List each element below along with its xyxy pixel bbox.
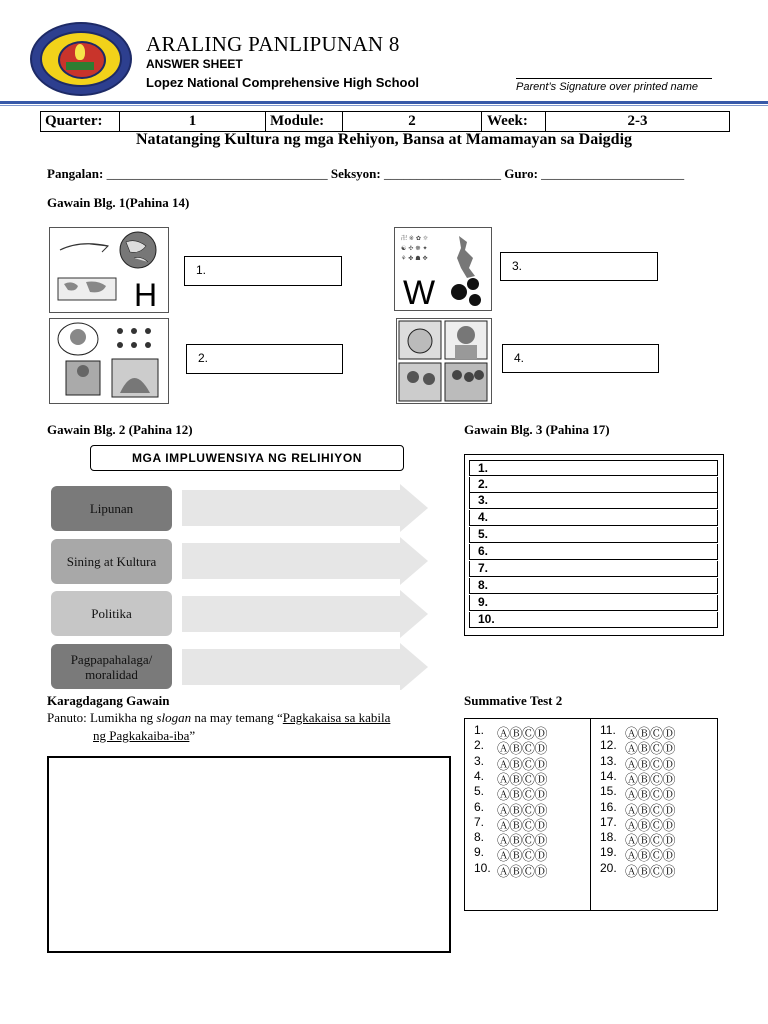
arrow-lipunan[interactable]	[182, 484, 428, 532]
summative-options[interactable]: ⒶⒷⒸⒹ	[625, 863, 676, 879]
summative-options[interactable]: ⒶⒷⒸⒹ	[625, 802, 676, 818]
lesson-topic: Natatanging Kultura ng mga Rehiyon, Bansa at Mamamayan sa Daigdig	[135, 131, 633, 148]
instruction-mid: na may temang “	[194, 710, 283, 725]
summative-number: 12.	[600, 738, 617, 753]
summative-number: 10.	[474, 860, 491, 875]
subject-title: ARALING PANLIPUNAN 8	[146, 32, 400, 56]
gawain3-row-1[interactable]: 1.	[469, 460, 718, 476]
week-value: 2-3	[627, 113, 648, 129]
influence-lipunan: Lipunan	[51, 486, 172, 531]
influence-pagpapahalaga: Pagpapahalaga/ moralidad	[51, 644, 172, 689]
slogan-box[interactable]	[47, 756, 451, 953]
gawain3-row-2[interactable]: 2.	[469, 477, 718, 493]
picture-h	[49, 227, 169, 313]
answer-sheet-label: ANSWER SHEET	[146, 57, 243, 71]
arrow-sining[interactable]	[182, 537, 428, 585]
gawain3-row-5[interactable]: 5.	[469, 527, 718, 543]
summative-options[interactable]: ⒶⒷⒸⒹ	[497, 741, 548, 757]
student-info-row	[47, 166, 684, 182]
school-seal	[30, 22, 132, 96]
summative-number: 4.	[474, 768, 485, 783]
theme-line1: Pagkakaisa sa kabila	[282, 710, 391, 725]
summative-number: 13.	[600, 753, 617, 768]
summative-number: 8.	[474, 830, 485, 845]
summative-number: 19.	[600, 845, 617, 860]
summative-number: 14.	[600, 768, 617, 783]
letter-w: W	[403, 274, 436, 310]
svg-text:☯ ✣ ☸ ✦: ☯ ✣ ☸ ✦	[401, 245, 428, 252]
summative-number: 18.	[600, 830, 617, 845]
summative-options[interactable]: ⒶⒷⒸⒹ	[625, 833, 676, 849]
karagdagan-heading: Karagdagang Gawain	[47, 693, 170, 708]
summative-item	[474, 784, 548, 803]
summative-options[interactable]: ⒶⒷⒸⒹ	[497, 833, 548, 849]
summative-options[interactable]: ⒶⒷⒸⒹ	[497, 726, 548, 741]
gawain1-answer-1[interactable]: 1.	[184, 256, 342, 286]
gawain1-answer-4[interactable]: 4.	[502, 344, 659, 373]
header-rule-thin	[0, 105, 768, 106]
school-name: Lopez National Comprehensive High School	[146, 75, 420, 90]
quarter-label: Quarter:	[41, 112, 120, 131]
influence-sining: Sining at Kultura	[51, 539, 172, 584]
summative-number: 11.	[600, 723, 616, 737]
summative-heading: Summative Test 2	[464, 693, 563, 708]
summative-number: 9.	[474, 845, 485, 860]
teacher-field[interactable]: ______________________	[541, 166, 685, 181]
summative-item	[474, 860, 548, 879]
summative-item	[474, 723, 548, 741]
instruction-end: ”	[189, 728, 196, 743]
summative-item	[474, 845, 548, 864]
summative-item	[600, 723, 676, 741]
summative-number: 3.	[474, 753, 485, 768]
name-label: Pangalan:	[47, 166, 104, 181]
module-value: 2	[343, 112, 482, 131]
theme-line2: ng Pagkakaiba-iba	[93, 728, 190, 743]
summative-options[interactable]: ⒶⒷⒸⒹ	[625, 741, 676, 757]
summative-item	[600, 738, 676, 757]
summative-number: 7.	[474, 814, 485, 829]
summative-answer-grid	[464, 718, 718, 911]
karagdagan-instruction-line2	[93, 728, 195, 744]
svg-text:卍 ※ ✿ ☼: 卍 ※ ✿ ☼	[401, 235, 429, 242]
summative-item	[474, 799, 548, 818]
header-rule	[0, 101, 768, 104]
picture-w	[394, 227, 492, 311]
summative-item	[474, 738, 548, 757]
summative-number: 17.	[600, 814, 617, 829]
gawain3-row-9[interactable]: 9.	[469, 595, 718, 611]
summative-options[interactable]: ⒶⒷⒸⒹ	[625, 817, 676, 833]
summative-item	[600, 814, 676, 833]
summative-options[interactable]: ⒶⒷⒸⒹ	[625, 848, 676, 864]
name-field[interactable]: __________________________________	[106, 166, 328, 181]
picture-people	[396, 318, 492, 404]
summative-options[interactable]: ⒶⒷⒸⒹ	[497, 787, 548, 803]
svg-text:⚘ ✤ ☗ ✥: ⚘ ✤ ☗ ✥	[401, 255, 428, 262]
summative-options[interactable]: ⒶⒷⒸⒹ	[497, 863, 548, 879]
summative-options[interactable]: ⒶⒷⒸⒹ	[625, 756, 676, 772]
module-info-bar	[40, 111, 730, 132]
instruction-label: Panuto:	[47, 710, 87, 725]
week-label: Week:	[482, 112, 546, 131]
summative-number: 16.	[600, 799, 617, 814]
summative-number: 1.	[474, 723, 485, 737]
gawain3-row-8[interactable]: 8.	[469, 578, 718, 594]
signature-label: Parent’s Signature over printed name	[516, 81, 699, 93]
summative-options[interactable]: ⒶⒷⒸⒹ	[497, 771, 548, 787]
picture-culture	[49, 318, 169, 404]
arrow-pagpapahalaga[interactable]	[182, 643, 428, 690]
summative-item	[600, 784, 676, 803]
gawain3-heading: Gawain Blg. 3 (Pahina 17)	[464, 422, 610, 437]
summative-number: 2.	[474, 738, 485, 753]
gawain3-row-10[interactable]: 10.	[469, 612, 718, 628]
gawain3-list	[464, 454, 724, 636]
summative-item	[600, 860, 676, 879]
summative-item	[474, 768, 548, 787]
summative-item	[474, 814, 548, 833]
instruction-em: slogan	[156, 710, 192, 725]
summative-item	[600, 768, 676, 787]
gawain3-row-6[interactable]: 6.	[469, 544, 718, 560]
influence-politika: Politika	[51, 591, 172, 636]
summative-options[interactable]: ⒶⒷⒸⒹ	[497, 817, 548, 833]
gawain2-heading: Gawain Blg. 2 (Pahina 12)	[47, 422, 193, 437]
summative-options[interactable]: ⒶⒷⒸⒹ	[625, 726, 676, 741]
karagdagan-instruction	[47, 710, 390, 726]
summative-item	[474, 830, 548, 849]
summative-number: 6.	[474, 799, 485, 814]
gawain3-row-3[interactable]: 3.	[469, 493, 718, 509]
signature-line	[516, 78, 712, 79]
summative-options[interactable]: ⒶⒷⒸⒹ	[497, 802, 548, 818]
summative-number: 15.	[600, 784, 617, 799]
gawain1-answer-3[interactable]: 3.	[500, 252, 658, 281]
letter-h: H	[134, 277, 158, 312]
section-field[interactable]: __________________	[383, 166, 501, 181]
teacher-label: Guro:	[504, 166, 538, 181]
summative-options[interactable]: ⒶⒷⒸⒹ	[625, 771, 676, 787]
summative-item	[600, 845, 676, 864]
summative-item	[600, 753, 676, 772]
influence-arrows	[180, 484, 432, 690]
arrow-politika[interactable]	[182, 590, 428, 638]
summative-item	[474, 753, 548, 772]
summative-options[interactable]: ⒶⒷⒸⒹ	[625, 787, 676, 803]
summative-number: 5.	[474, 784, 485, 799]
gawain1-answer-2[interactable]: 2.	[186, 344, 343, 374]
influence-diagram-title: MGA IMPLUWENSIYA NG RELIHIYON	[90, 445, 404, 471]
summative-number: 20.	[600, 860, 617, 875]
instruction-pre: Lumikha ng	[89, 710, 154, 725]
module-label: Module:	[266, 112, 343, 131]
summative-item	[600, 799, 676, 818]
summative-item	[600, 830, 676, 849]
gawain3-row-4[interactable]: 4.	[469, 510, 718, 526]
summative-options[interactable]: ⒶⒷⒸⒹ	[497, 848, 548, 864]
section-label: Seksyon:	[330, 166, 381, 181]
gawain1-heading: Gawain Blg. 1(Pahina 14)	[47, 195, 190, 210]
gawain3-row-7[interactable]: 7.	[469, 561, 718, 577]
quarter-value: 1	[120, 112, 266, 131]
summative-options[interactable]: ⒶⒷⒸⒹ	[497, 756, 548, 772]
